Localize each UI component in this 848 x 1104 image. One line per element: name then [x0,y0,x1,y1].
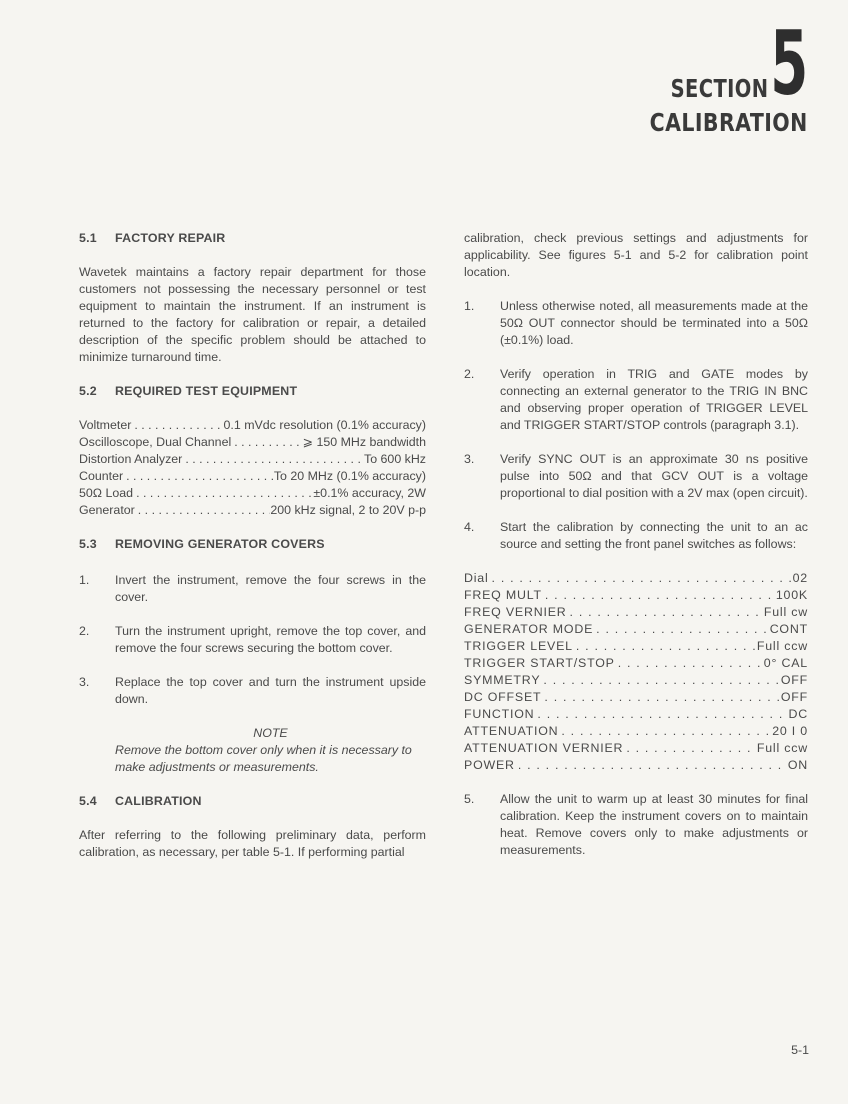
list-item: 3. Verify SYNC OUT is an approximate 30 ns positive pulse into 50Ω and that GCV OUT is a voltage proportional to dial position with a 2V max (open circuit). [464,452,808,500]
note-heading: NOTE [253,726,288,740]
calibration-intro: After referring to the following preliminary data, perform calibration, as necessary, per table 5-1. If performing partial [79,828,426,859]
heading-text: REMOVING GENERATOR COVERS [115,537,325,551]
list-item: 1. Unless otherwise noted, all measurements made at the 50Ω OUT connector should be terminated into a 50Ω (±0.1%) load. [464,299,808,347]
heading-text: FACTORY REPAIR [115,231,226,245]
heading-number: 5.1 [79,231,97,245]
section-number: 5 [770,12,808,115]
section-title: CALIBRATION [650,108,808,137]
switch-setting-row: Dial . . . .02 [464,570,808,587]
page-number: 5-1 [791,1043,809,1057]
switch-setting-row: SYMMETRY . . . OFF [464,672,808,689]
section-word: SECTION [670,74,768,103]
switch-setting-row: DC OFFSET . . . OFF [464,689,808,706]
switch-setting-row: ATTENUATION VERNIER . . . Full ccw [464,740,808,757]
equipment-list [79,417,426,519]
heading-factory-repair [79,230,426,247]
list-item: 3. Replace the top cover and turn the instrument upside down. [79,675,426,706]
list-item: 2. Verify operation in TRIG and GATE modes by connecting an external generator to the TRIG IN BNC and observing proper operation of TRIGGER LEVEL and TRIGGER START/STOP controls (paragraph 3.1). [464,367,808,432]
equipment-row: Generator . . . 200 kHz signal, 2 to 20V p-p [79,502,426,519]
heading-removing-generator-covers [79,536,426,553]
equipment-row: Counter . . . To 20 MHz (0.1% accuracy) [79,468,426,485]
switch-setting-row: TRIGGER START/STOP . . . 0° CAL [464,655,808,672]
heading-calibration [79,793,426,810]
equipment-row: Voltmeter . . . 0.1 mVdc resolution (0.1% accuracy) [79,417,426,434]
heading-number: 5.2 [79,384,97,398]
list-item: 2. Turn the instrument upright, remove the top cover, and remove the four screws securing the bottom cover. [79,624,426,655]
calibration-continued: calibration, check previous settings and adjustments for applicability. See figures 5-1 and 5-2 for calibration point location. [464,231,808,279]
switch-setting-row: ATTENUATION . . . 20 I 0 [464,723,808,740]
heading-text: CALIBRATION [115,794,202,808]
list-item: 4. Start the calibration by connecting the unit to an ac source and setting the front panel switches as follows: [464,520,808,551]
equipment-row: Distortion Analyzer . . . To 600 kHz [79,451,426,468]
switch-setting-row: GENERATOR MODE . . . CONT [464,621,808,638]
equipment-row: Oscilloscope, Dual Channel . . . ⩾ 150 MHz bandwidth [79,434,426,451]
heading-number: 5.4 [79,794,97,808]
switch-setting-row: FREQ MULT . . . 100K [464,587,808,604]
equipment-row: 50Ω Load . . . ±0.1% accuracy, 2W [79,485,426,502]
list-item: 5. Allow the unit to warm up at least 30 minutes for final calibration. Keep the instrument covers on to maintain heat. Remove covers only to make adjustments or measurements. [464,792,808,857]
heading-number: 5.3 [79,537,97,551]
heading-text: REQUIRED TEST EQUIPMENT [115,384,298,398]
switch-setting-row: FREQ VERNIER . . . Full cw [464,604,808,621]
list-item: 1. Invert the instrument, remove the four screws in the cover. [79,573,426,604]
section-header [508,12,808,142]
switch-setting-row: TRIGGER LEVEL . . . Full ccw [464,638,808,655]
switch-setting-row: FUNCTION . . . DC [464,706,808,723]
heading-required-test-equipment [79,383,426,400]
factory-repair-body: Wavetek maintains a factory repair department for those customers not possessing the necessary personnel or test equipment to maintain the instrument. If an instrument is returned to the factory for calibration or repair, a detailed description of the specific problem should be attached to minimize turnaround time. [79,265,426,364]
switch-setting-row: POWER . . . ON [464,757,808,774]
switch-settings-list [464,570,808,774]
note-text: Remove the bottom cover only when it is necessary to make adjustments or measurements. [115,743,412,774]
right-column [464,230,808,859]
left-column [79,230,426,861]
